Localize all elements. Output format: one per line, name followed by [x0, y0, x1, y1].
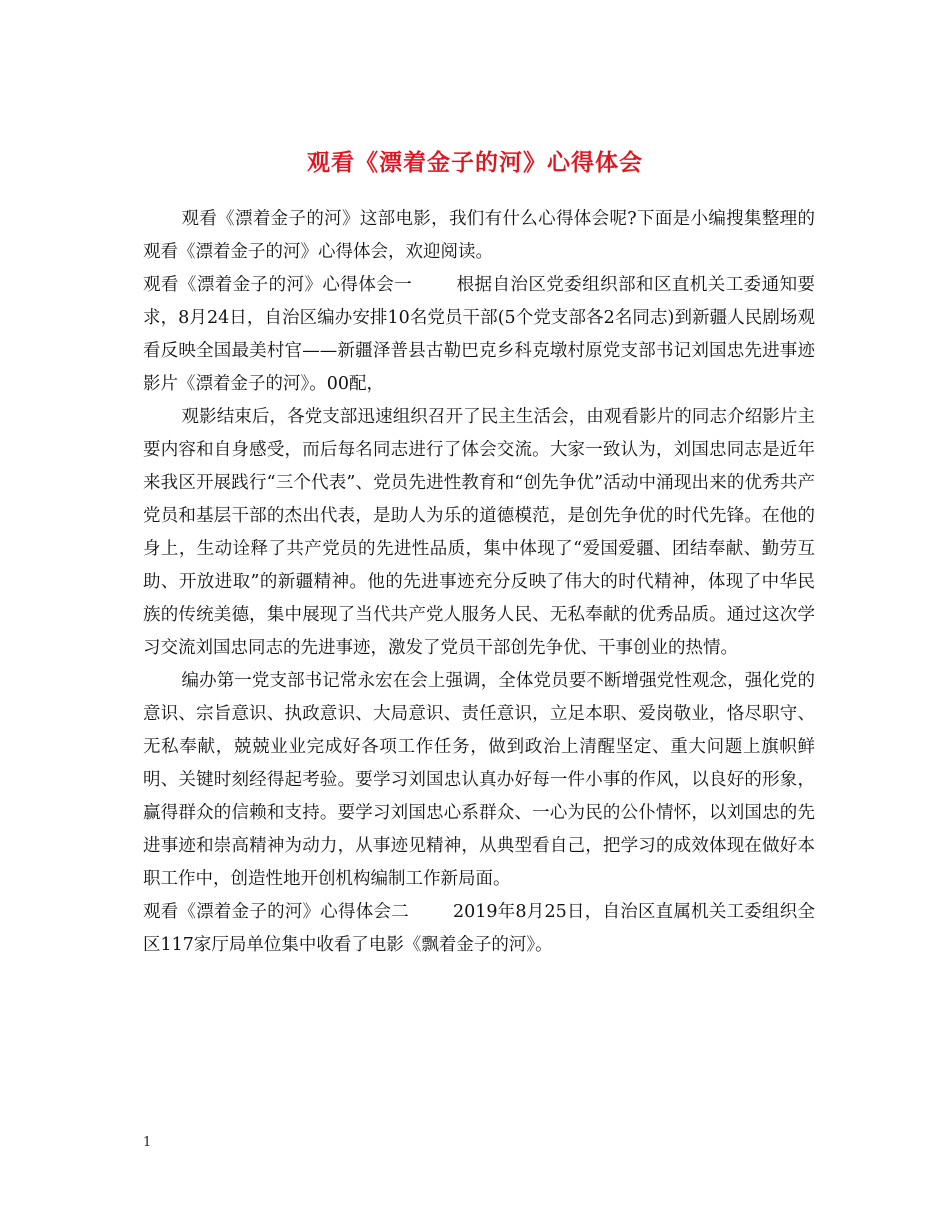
section-two-text: 2019年8月25日，自治区直属机关工委组织全区117家厅局单位集中收看了电影《飘着金子的河》。 — [143, 902, 815, 955]
section-two-paragraph — [143, 896, 815, 962]
section-one-text: 根据自治区党委组织部和区直机关工委通知要求，8月24日，自治区编办安排10名党员干部(5个党支部各2名同志)到新疆人民剧场观看反映全国最美村官——新疆泽普县古勒巴克乡科克墩村原党支部书记刘国忠先进事迹影片《漂着金子的河》。00配， — [143, 275, 816, 394]
page-number: 1 — [143, 1135, 152, 1150]
body-paragraph: 编办第一党支部书记常永宏在会上强调，全体党员要不断增强党性观念，强化党的意识、宗旨意识、执政意识、大局意识、责任意识，立足本职、爱岗敬业，恪尽职守、无私奉献，兢兢业业完成好各项工作任务，做到政治上清醒坚定、重大问题上旗帜鲜明、关键时刻经得起考验。要学习刘国忠认真办好每一件小事的作风，以良好的形象，赢得群众的信赖和支持。要学习刘国忠心系群众、一心为民的公仆情怀，以刘国忠的先进事迹和崇高精神为动力，从事迹见精神，从典型看自己，把学习的成效体现在做好本职工作中，创造性地开创机构编制工作新局面。 — [143, 671, 815, 889]
section-one-heading: 观看《漂着金子的河》心得体会一 — [143, 275, 413, 295]
section-one-paragraph — [143, 269, 815, 401]
body-paragraph: 观影结束后，各党支部迅速组织召开了民主生活会，由观看影片的同志介绍影片主要内容和自身感受，而后每名同志进行了体会交流。大家一致认为，刘国忠同志是近年来我区开展践行“三个代表”、党员先进性教育和“创先争优”活动中涌现出来的优秀共产党员和基层干部的杰出代表，是助人为乐的道德模范，是创先争优的时代先锋。在他的身上，生动诠释了共产党员的先进性品质，集中体现了“爱国爱疆、团结奉献、勤劳互助、开放进取”的新疆精神。他的先进事迹充分反映了伟大的时代精神，体现了中华民族的传统美德，集中展现了当代共产党人服务人民、无私奉献的优秀品质。通过这次学习交流刘国忠同志的先进事迹，激发了党员干部创先争优、干事创业的热情。 — [143, 407, 815, 658]
section-two-heading: 观看《漂着金子的河》心得体会二 — [143, 902, 409, 922]
document-title: 观看《漂着金子的河》心得体会 — [307, 149, 643, 177]
document-body — [143, 203, 815, 962]
intro-paragraph: 观看《漂着金子的河》这部电影，我们有什么心得体会呢?下面是小编搜集整理的观看《漂着金子的河》心得体会，欢迎阅读。 — [143, 209, 815, 262]
